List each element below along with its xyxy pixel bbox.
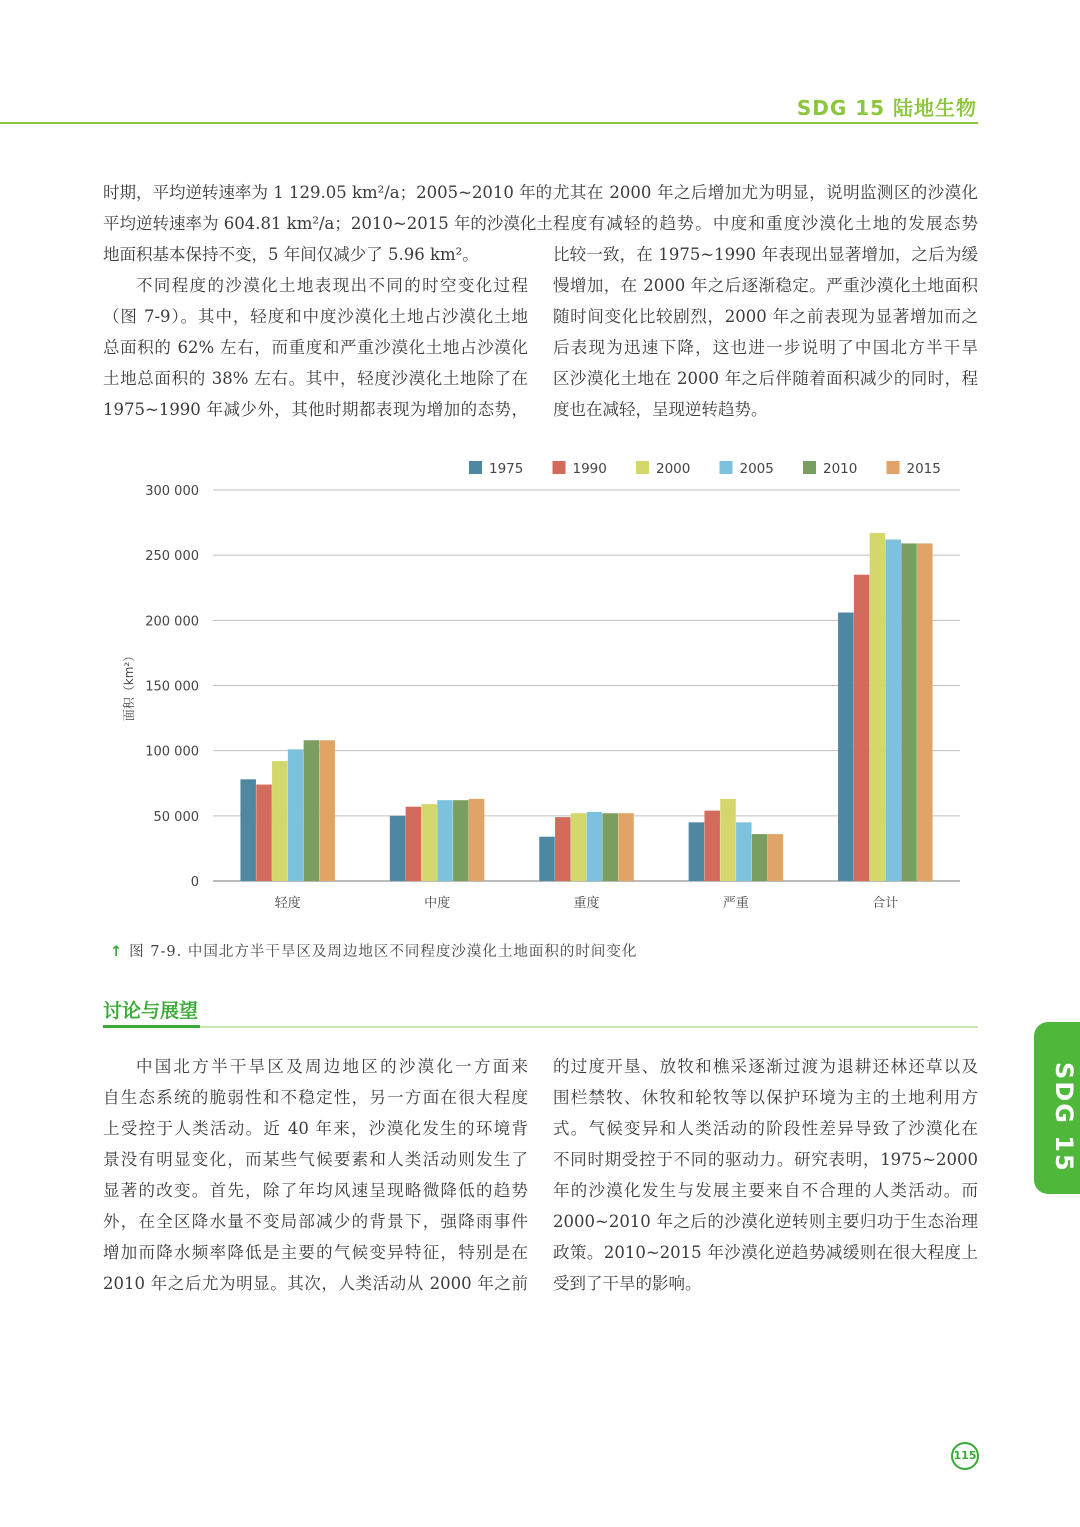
bar xyxy=(587,812,603,881)
text-line: （图 7-9）。其中，轻度和中度沙漠化土地占沙漠化土地 xyxy=(103,307,528,326)
text-line: 中国北方半干旱区及周边地区的沙漠化一方面来 xyxy=(136,1057,528,1076)
text-line: 1975~1990 年减少外，其他时期都表现为增加的态势， xyxy=(103,400,528,419)
y-tick-label: 300 000 xyxy=(145,484,199,499)
y-tick-label: 150 000 xyxy=(145,679,199,695)
bar xyxy=(437,800,453,881)
bar xyxy=(555,817,571,881)
bar xyxy=(838,613,854,881)
legend-swatch xyxy=(720,461,733,474)
bar xyxy=(256,785,272,881)
bar xyxy=(870,533,886,881)
side-tab xyxy=(1034,1022,1080,1194)
bar xyxy=(917,543,933,881)
text-line: 时期，平均逆转速率为 1 129.05 km²/a；2005~2010 年的 xyxy=(103,183,553,202)
bar xyxy=(901,543,917,881)
side-tab-label: SDG 15 xyxy=(1050,1062,1078,1173)
text-line: 比较一致，在 1975~1990 年表现出显著增加，之后为缓 xyxy=(553,245,978,264)
text-line: 外，在全区降水量不变局部减少的背景下，强降雨事件 xyxy=(103,1212,528,1231)
bar xyxy=(720,799,736,881)
bar xyxy=(736,822,752,881)
bar xyxy=(272,761,288,881)
legend-swatch xyxy=(469,461,482,474)
text-line: 2000~2010 年之后的沙漠化逆转则主要归功于生态治理 xyxy=(553,1212,978,1231)
text-line: 2010 年之后尤为明显。其次，人类活动从 2000 年之前 xyxy=(103,1274,528,1293)
legend-label: 2000 xyxy=(656,461,691,477)
bar xyxy=(240,779,256,881)
bar xyxy=(704,811,720,881)
text-line: 政策。2010~2015 年沙漠化逆趋势减缓则在很大程度上 xyxy=(553,1243,978,1262)
text-line: 显著的改变。首先，除了年均风速呈现略微降低的趋势 xyxy=(103,1181,528,1200)
bar xyxy=(406,807,422,881)
text-line: 土地总面积的 38% 左右。其中，轻度沙漠化土地除了在 xyxy=(103,369,528,388)
bar xyxy=(421,804,437,881)
header-rule xyxy=(0,122,978,124)
figure-caption xyxy=(110,940,637,961)
bar xyxy=(304,740,320,881)
caption-text: 图 7-9. 中国北方半干旱区及周边地区不同程度沙漠化土地面积的时间变化 xyxy=(129,944,638,960)
upper-left-column xyxy=(103,177,553,425)
bar xyxy=(885,540,901,881)
bar xyxy=(752,834,768,881)
bar-chart-svg xyxy=(100,450,980,930)
y-tick-label: 0 xyxy=(190,875,199,890)
text-line: 地面积基本保持不变，5 年间仅减少了 5.96 km²。 xyxy=(103,245,479,264)
text-line: 不同程度的沙漠化土地表现出不同的时空变化过程 xyxy=(136,276,528,295)
bar xyxy=(453,800,469,881)
text-line: 增加而降水频率降低是主要的气候变异特征，特别是在 xyxy=(103,1243,528,1262)
text-line: 度也在减轻，呈现逆转趋势。 xyxy=(553,400,768,419)
text-line: 受到了干旱的影响。 xyxy=(553,1274,702,1293)
text-line: 总面积的 62% 左右，而重度和严重沙漠化土地占沙漠化 xyxy=(103,338,528,357)
text-line: 景没有明显变化，而某些气候要素和人类活动则发生了 xyxy=(103,1150,528,1169)
text-line: 慢增加，在 2000 年之后逐渐稳定。严重沙漠化土地面积 xyxy=(553,276,978,295)
bar xyxy=(469,799,485,881)
text-line: 平均逆转速率为 604.81 km²/a；2010~2015 年的沙漠化土 xyxy=(103,214,553,233)
x-tick-label: 合计 xyxy=(872,896,899,911)
text-line: 后表现为迅速下降，这也进一步说明了中国北方半干旱 xyxy=(553,338,978,357)
text-line: 不同时期受控于不同的驱动力。研究表明，1975~2000 xyxy=(553,1150,978,1169)
bar-chart xyxy=(100,450,980,930)
legend-swatch xyxy=(636,461,649,474)
section-title: 讨论与展望 xyxy=(103,1000,199,1022)
bar xyxy=(390,816,406,881)
x-tick-label: 重度 xyxy=(573,896,600,911)
text-line: 的过度开垦、放牧和樵采逐渐过渡为退耕还林还草以及 xyxy=(553,1057,978,1076)
bar xyxy=(618,813,634,881)
bar xyxy=(539,837,555,881)
lower-right-column xyxy=(553,1051,978,1299)
section-rule xyxy=(103,1026,978,1028)
legend-label: 2005 xyxy=(739,461,774,477)
y-axis-label: 面积（km²） xyxy=(122,649,136,722)
legend-label: 1990 xyxy=(572,461,607,477)
x-tick-label: 轻度 xyxy=(274,896,301,911)
text-line: 上受控于人类活动。近 40 年来，沙漠化发生的环境背 xyxy=(103,1119,528,1138)
up-arrow-icon: ↑ xyxy=(110,944,124,960)
text-line: 尤其在 2000 年之后增加尤为明显，说明监测区的沙漠化 xyxy=(553,183,978,202)
y-tick-label: 100 000 xyxy=(145,744,199,760)
section-rule-accent xyxy=(103,1025,200,1028)
bar xyxy=(602,813,618,881)
x-tick-label: 中度 xyxy=(424,896,451,911)
lower-left-column xyxy=(103,1051,528,1299)
bar xyxy=(288,749,304,881)
legend-swatch xyxy=(553,461,566,474)
text-line: 随时间变化比较剧烈，2000 年之前表现为显著增加而之 xyxy=(553,307,978,326)
x-tick-label: 严重 xyxy=(722,896,749,911)
legend-label: 1975 xyxy=(489,461,524,477)
upper-right-column xyxy=(553,177,978,425)
y-tick-label: 50 000 xyxy=(153,809,199,825)
y-tick-label: 200 000 xyxy=(145,614,199,630)
legend-label: 2010 xyxy=(823,461,858,477)
bar xyxy=(319,740,335,881)
text-line: 自生态系统的脆弱性和不稳定性，另一方面在很大程度 xyxy=(103,1088,528,1107)
text-line: 围栏禁牧、休牧和轮牧等以保护环境为主的土地利用方 xyxy=(553,1088,978,1107)
header-title: SDG 15 陆地生物 xyxy=(796,96,977,120)
legend-label: 2015 xyxy=(906,461,941,477)
text-line: 式。气候变异和人类活动的阶段性差异导致了沙漠化在 xyxy=(553,1119,978,1138)
legend-swatch xyxy=(803,461,816,474)
bar xyxy=(854,575,870,881)
text-line: 年的沙漠化发生与发展主要来自不合理的人类活动。而 xyxy=(553,1181,978,1200)
y-tick-label: 250 000 xyxy=(145,549,199,565)
bar xyxy=(571,813,587,881)
bar xyxy=(689,822,705,881)
legend-swatch xyxy=(887,461,900,474)
bar xyxy=(768,834,784,881)
text-line: 区沙漠化土地在 2000 年之后伴随着面积减少的同时，程 xyxy=(553,369,978,388)
page-number: 115 xyxy=(951,1442,979,1470)
text-line: 程度有减轻的趋势。中度和重度沙漠化土地的发展态势 xyxy=(553,214,978,233)
